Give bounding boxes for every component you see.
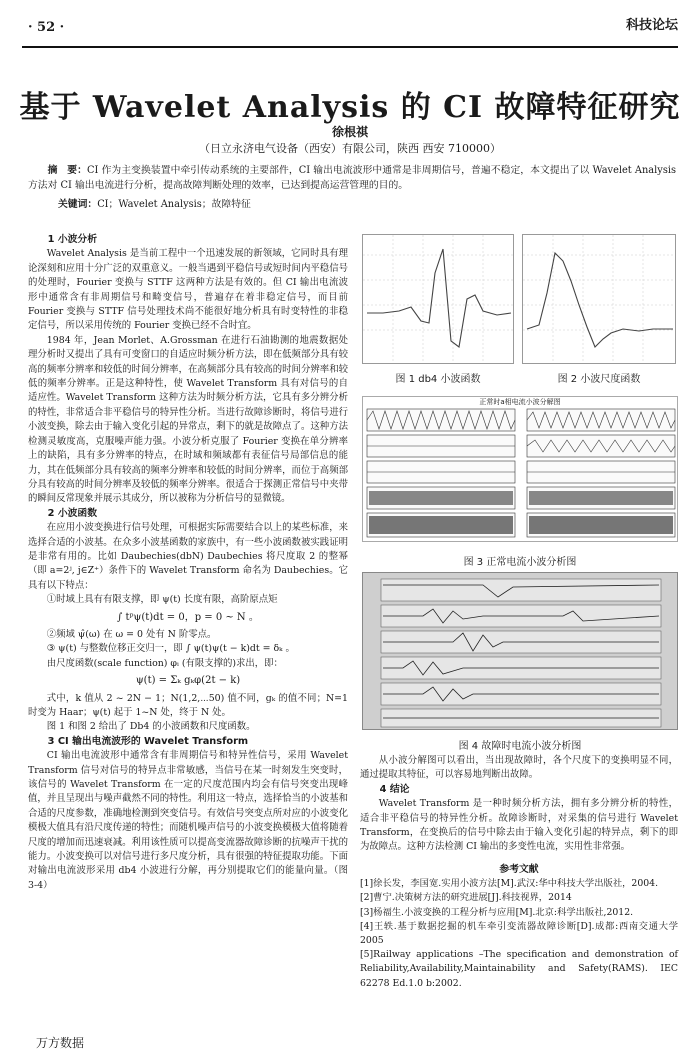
abstract — [28, 163, 676, 193]
fig4-caption: 图 4 故障时电流小波分析图 — [458, 741, 582, 752]
keywords-text: CI；Wavelet Analysis；故障特征 — [97, 199, 251, 210]
header-rule — [22, 46, 678, 48]
paper-title: 基于 Wavelet Analysis 的 CI 故障特征研究 — [19, 90, 681, 125]
section-3-paragraph-1: CI 输出电流波形中通常含有非周期信号和特异性信号，采用 Wavelet Transform 信号对信号的特异点非常敏感，当信号在某一时刻发生突变时，该信号的 Wavelet Transform 在一定的尺度范围内均会有信号突变出现峰值，并且呈现出与噪声截然不同的特性。利用这一特点，选择恰当的小波基和合适的尺度参数，准确地检测到突变信号。有效信号突变点所对应的小波变化模极大值具有沿尺度传递的特性；而随机噪声信号的小波变换模极大值将随着尺度的增加而迅速衰减。利用该性质可以提高变流器故障诊断的抗噪声干扰的能力。小波变换可以对信号进行多尺度分析，具有很强的特征提取功能。下面对输出电流波形采用 db4 小波进行分解，再分别提取它们的能量向量。（图 3-4） — [28, 750, 348, 891]
affiliation: （日立永济电气设备（西安）有限公司，陕西 西安 710000） — [199, 142, 501, 155]
property-3: ③ ψ(t) 与整数位移正交归一，即 ∫ ψ(t)ψ(t − k)dt = δₖ 。 — [46, 643, 295, 655]
references-heading: 参考文献 — [499, 863, 539, 875]
section-3-heading: 3 CI 输出电流波形的 Wavelet Transform — [47, 735, 249, 747]
section-1-paragraph-1: Wavelet Analysis 是当前工程中一个迅速发展的新领域，它同时具有理论深刻和应用十分广泛的双重意义。一般当遇到平稳信号或短时间内平稳信号的处理时，Fourier 变换与 STTF 这两种方法是有效的。但 CI 输出电流波形中通常含有非周期信号和畸变信号，普遍存在着非稳定信号，而目前 Fourier 变换与 STTF 信号处理技术尚不能很好地分析具有时变特性的非稳定信号，所以采用传统的 Fourier 变换已经不合时宜。 — [28, 248, 348, 332]
scale-function-text: 由尺度函数(scale function) φᵢ (有限支撑的)求出，即： — [46, 657, 283, 669]
section-1-heading: 1 小波分析 — [47, 234, 98, 245]
section-2-paragraph-1: 在应用小波变换进行信号处理，可根据实际需要结合以上的某些标准，来选择合适的小波基。在众多小波基函数的家族中，有一些小波函数被实践证明是非常有用的。比如 Daubechies(dbN) Daubechies 将尺度取 2 的整幂（即 a=2ʲ, j∈Z⁺）条件下的 Wavelet Transform 命名为 Daubechies。它具有以下特点： — [28, 522, 348, 591]
section-4-heading: 4 结论 — [379, 783, 410, 795]
fig4-discussion: 从小波分解图可以看出，当出现故障时，各个尺度下的变换明显不同，通过提取其特征，可以容易地判断出故障。 — [360, 755, 678, 781]
fig3-title: 正常时a相电流小波分解图 — [479, 398, 561, 406]
property-1: ①时域上具有有限支撑，即 ψ(t) 长度有限，高阶原点矩 — [46, 594, 278, 606]
reference-4: [4]王轶.基于数据挖掘的机车牵引变流器故障诊断[D].成都:西南交通大学 2005 — [360, 920, 678, 947]
abstract-label: 摘 要： — [47, 165, 88, 176]
fig1-wavelet-plot — [362, 234, 514, 364]
keywords — [58, 196, 251, 210]
page-number: · 52 · — [28, 20, 65, 35]
section-2-paragraph-3: 图 1 和图 2 给出了 Db4 的小波函数和尺度函数。 — [46, 721, 256, 733]
formula-wavelet: ψ(t) = Σₖ gₖφ(2t − k) — [135, 675, 241, 687]
column-name: 科技论坛 — [625, 18, 678, 33]
section-2-heading: 2 小波函数 — [47, 507, 98, 519]
fig2-scaling-plot — [522, 234, 676, 364]
section-4-paragraph-1: Wavelet Transform 是一种时频分析方法，拥有多分辨分析的特性，适合非平稳信号的特异性分析。故障诊断时，对采集的信号进行 Wavelet Transform，在变换后的信号中除去由于输入变化引起的特异点，剩下的即为故障点。这种方法检测 CI 输出的多变性电流，实用性非常强。 — [360, 798, 678, 853]
fig1-caption: 图 1 db4 小波函数 — [395, 374, 481, 385]
abstract-text: CI 作为主变换装置中牵引传动系统的主要部件，CI 输出电流波形中通常是非周期信号，普遍不稳定，本文提出了以 Wavelet Analysis 方法对 CI 输出电流进行分析，提高故障判断处理的效率，已达到提高运营管理的目的。 — [28, 165, 677, 191]
fig4-decomposition — [362, 572, 678, 730]
fig3-panels — [363, 407, 679, 543]
section-1-paragraph-2: 1984 年，Jean Morlet、A.Grossman 在进行石油勘测的地震数据处理分析时又提出了具有可变窗口的自适应时频分析方法，即在低频部分具有较高的频率分辨率和较低的时间分辨率，在高频部分具有较高的时间分辨率和较低的频率分辨率。正是这种特性，使 Wavelet Transform 具有对信号的自适应性。Wavelet Transform 这种方法为时频分析方法，它具有多分辨分析的特性，非常适合非平稳信号的特异性分析。当进行故障诊断时，将信号进行小波变换，除去由于输入变化引起的异常点，剩下的就是故障点了。这种方法检测灵敏度高，克服噪声能力强。小波分析克服了 Fourier 变换在单分辨率上的缺陷，具有多分辨率的特点，在时域和频域都有表征信号局部信息的能力，其在低频部分具有较高的频率分辨率和较低的时间分辨率，而位于高频部分具有较高的时间分辨率及较低的频率分辨率。很适合于探测正常信号中夹带的瞬间反常现象并展示其成分，所以被称为分析信号的显微镜。 — [28, 334, 348, 505]
reference-5: [5]Railway applications –The specification and demonstration of Reliability,Availability,Maintainability and Safety(RAMS). IEC 62278 Ed.1.0 b:2002. — [360, 949, 678, 989]
property-2: ②频域 ψ̂(ω) 在 ω = 0 处有 N 阶零点。 — [46, 628, 217, 640]
fig2-caption: 图 2 小波尺度函数 — [557, 374, 641, 385]
fig3-decomposition — [362, 396, 678, 542]
reference-3: [3]杨福生.小波变换的工程分析与应用[M].北京:科学出版社,2012. — [360, 906, 634, 918]
reference-2: [2]曹宁.决策树方法的研究进展[J].科技视界，2014 — [360, 892, 572, 904]
author: 徐根祺 — [331, 125, 368, 139]
formula-moment: ∫ tᵖψ(t)dt = 0，p = 0 ~ N 。 — [117, 611, 259, 623]
fig3-caption: 图 3 正常电流小波分析图 — [463, 557, 577, 568]
reference-1: [1]徐长发，李国宽.实用小波方法[M].武汉:华中科技大学出版社，2004. — [360, 878, 659, 890]
keywords-label: 关键词： — [58, 199, 98, 210]
right-column — [360, 754, 678, 991]
fig4-panels — [363, 573, 679, 731]
left-column — [28, 233, 348, 893]
section-2-paragraph-2: 式中，k 值从 2 ~ 2N − 1；N(1,2,⋯50) 值不同，gₖ 的值不同；N=1 时变为 Haar；ψ(t) 起于 1~N 处，终于 N 处。 — [28, 692, 348, 718]
footer-watermark: 万方数据 — [36, 1036, 85, 1050]
